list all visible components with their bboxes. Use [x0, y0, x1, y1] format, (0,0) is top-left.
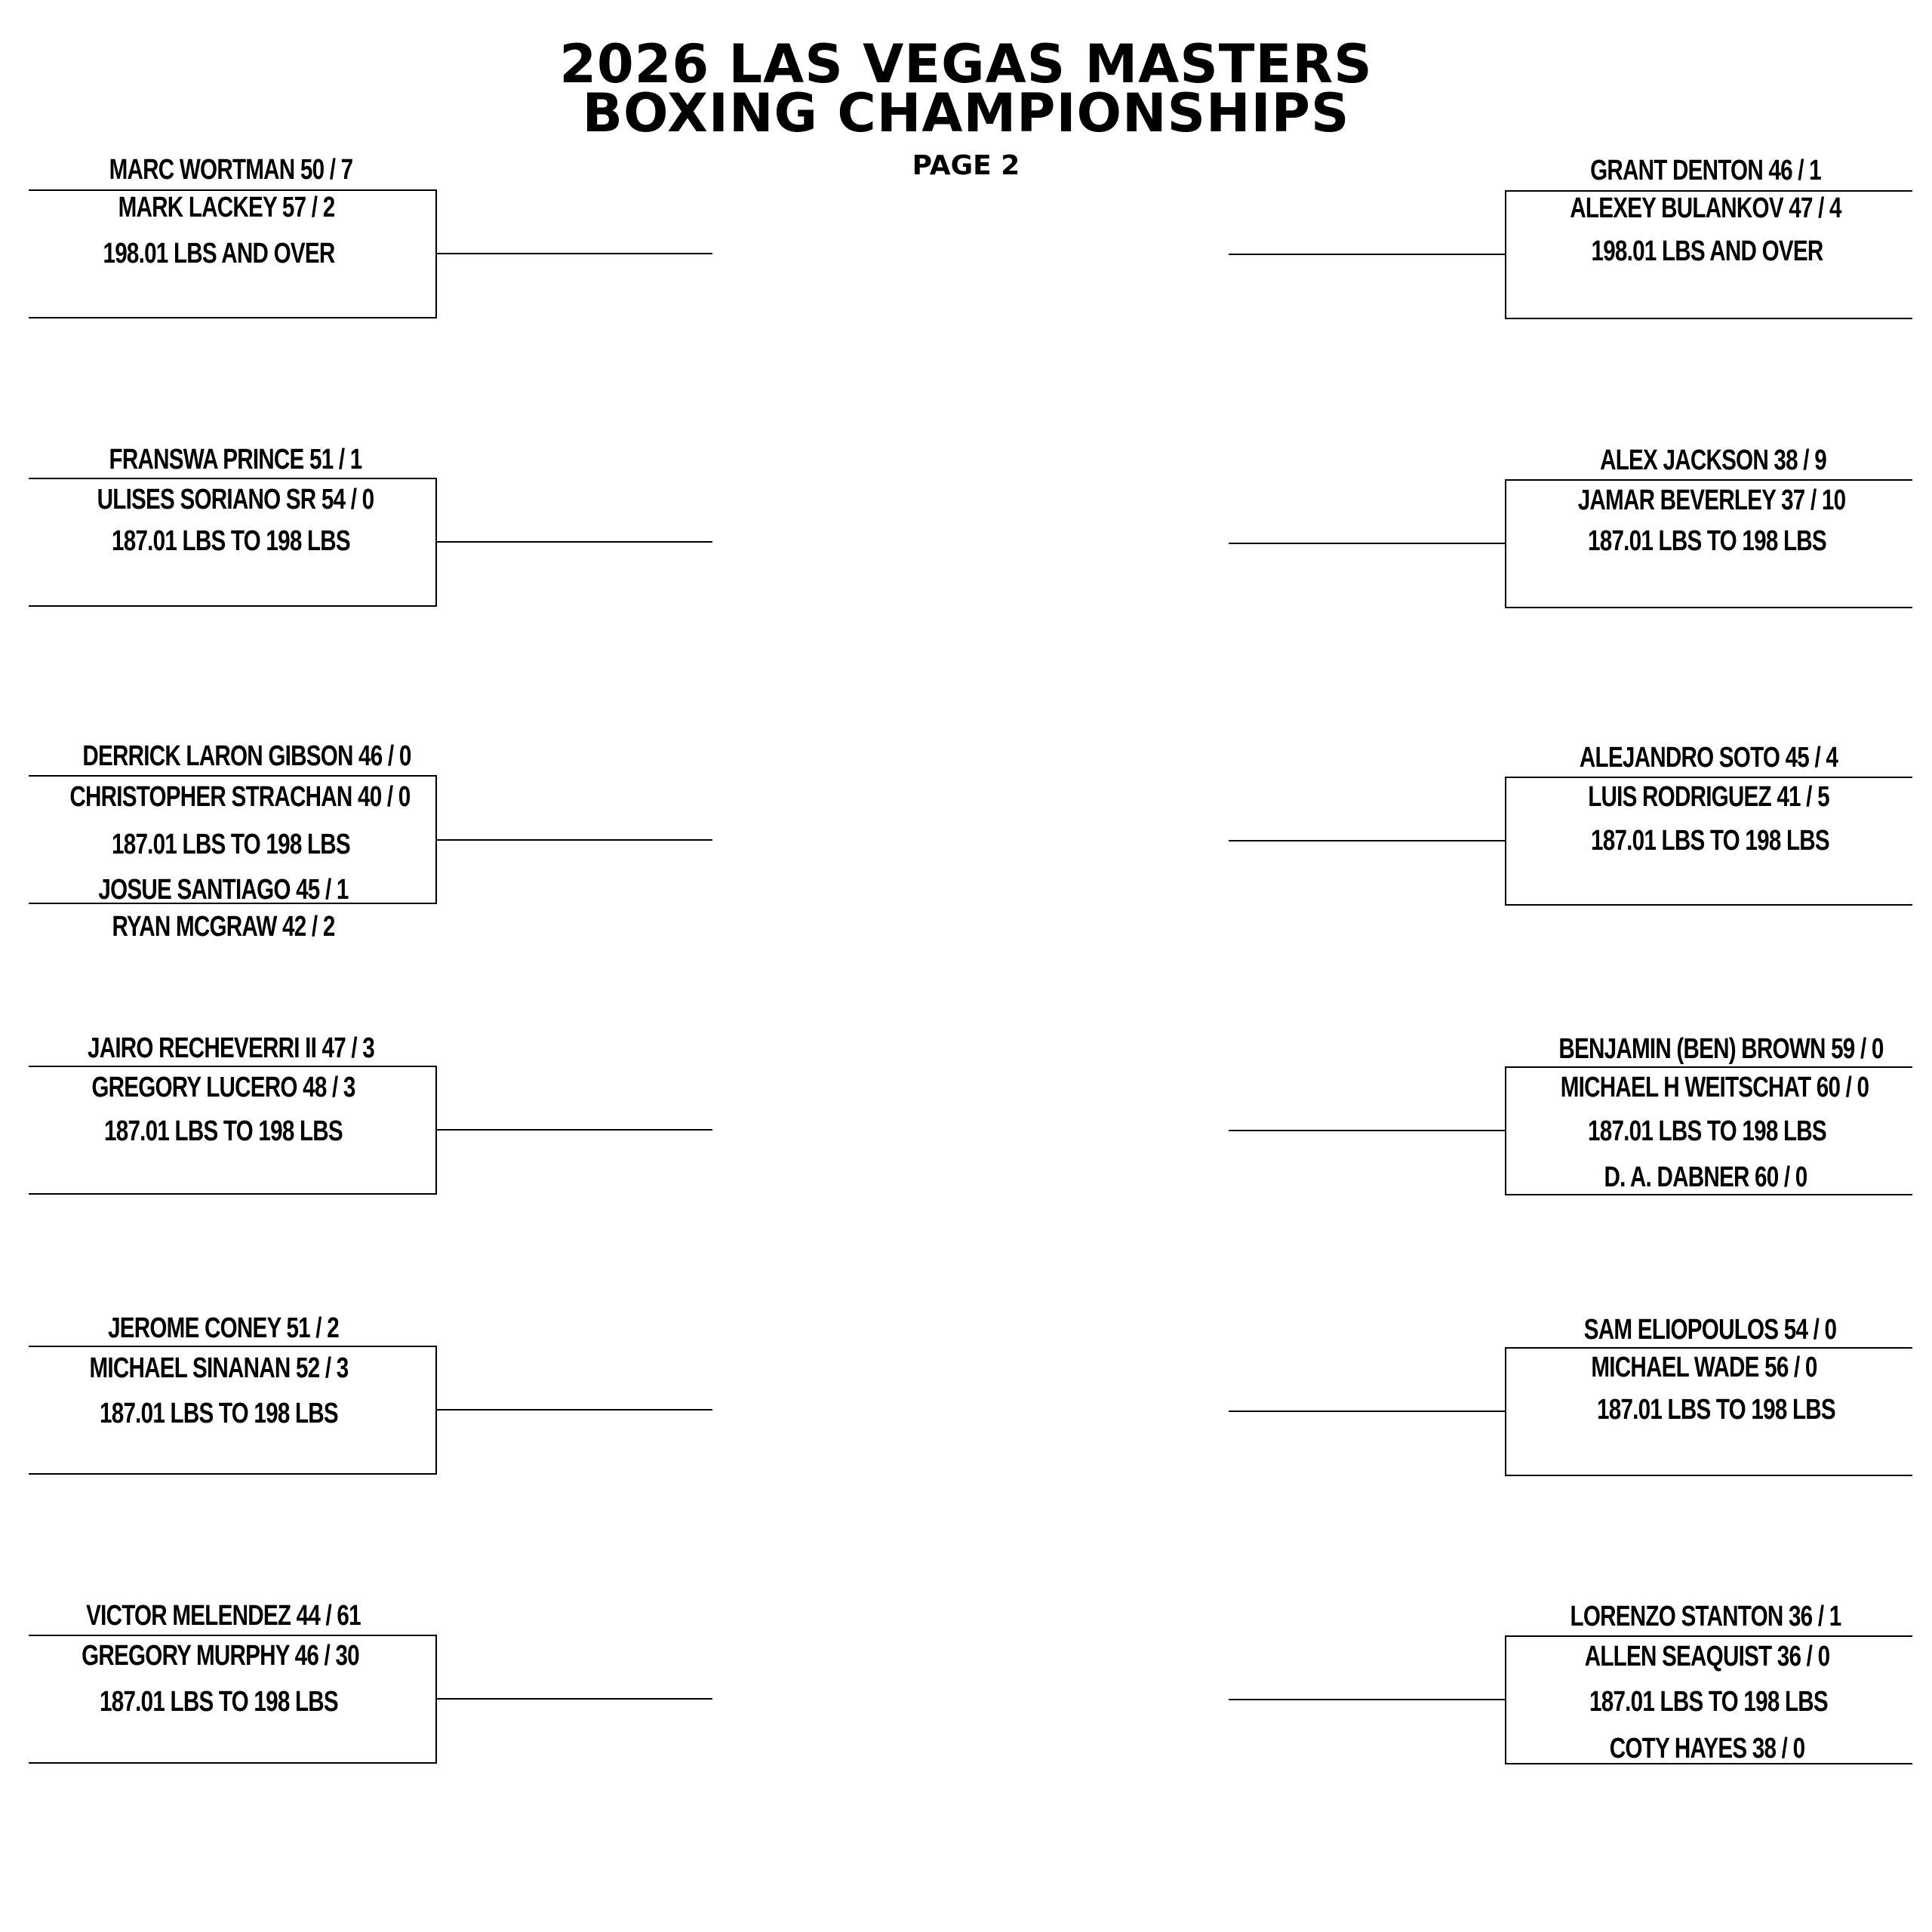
fighter-left-5-bottom: MICHAEL SINANAN 52 / 3 — [89, 1352, 349, 1384]
bout-connector-left-5 — [436, 1409, 712, 1411]
fighter-right-1-top: GRANT DENTON 46 / 1 — [1590, 155, 1821, 186]
weight-class-left-5: 187.01 LBS TO 198 LBS — [100, 1398, 338, 1429]
fighter-left-1-top: MARC WORTMAN 50 / 7 — [109, 154, 353, 186]
weight-class-right-4: 187.01 LBS TO 198 LBS — [1588, 1115, 1826, 1147]
weight-class-left-4: 187.01 LBS TO 198 LBS — [104, 1115, 343, 1147]
bout-connector-left-4 — [436, 1129, 712, 1131]
weight-class-right-2: 187.01 LBS TO 198 LBS — [1588, 525, 1826, 557]
fighter-left-5-top: JEROME CONEY 51 / 2 — [108, 1312, 339, 1344]
fighter-left-1-bottom: MARK LACKEY 57 / 2 — [118, 192, 335, 223]
fighter-right-1-bottom: ALEXEY BULANKOV 47 / 4 — [1570, 192, 1841, 224]
fighter-right-5-top: SAM ELIOPOULOS 54 / 0 — [1583, 1314, 1837, 1346]
bout-connector-right-1 — [1229, 254, 1505, 255]
fighter-right-2-top: ALEX JACKSON 38 / 9 — [1600, 445, 1826, 476]
fighter-left-3-alt-2: RYAN MCGRAW 42 / 2 — [112, 911, 335, 943]
weight-class-right-1: 198.01 LBS AND OVER — [1591, 235, 1823, 267]
fighter-right-3-bottom: LUIS RODRIGUEZ 41 / 5 — [1588, 781, 1829, 813]
fighter-right-3-top: ALEJANDRO SOTO 45 / 4 — [1579, 742, 1838, 774]
weight-class-left-2: 187.01 LBS TO 198 LBS — [112, 525, 350, 557]
weight-class-left-3: 187.01 LBS TO 198 LBS — [112, 829, 350, 860]
fighter-right-5-bottom: MICHAEL WADE 56 / 0 — [1591, 1352, 1817, 1383]
fighter-left-6-bottom: GREGORY MURPHY 46 / 30 — [82, 1640, 359, 1672]
title-line-1: 2026 LAS VEGAS MASTERS — [559, 33, 1373, 95]
bout-connector-left-3 — [436, 839, 712, 841]
bout-connector-left-2 — [436, 541, 712, 543]
bout-connector-right-2 — [1229, 543, 1505, 544]
bout-connector-right-6 — [1229, 1699, 1505, 1700]
fighter-right-6-alt-1: COTY HAYES 38 / 0 — [1609, 1733, 1805, 1764]
fighter-left-2-top: FRANSWA PRINCE 51 / 1 — [109, 444, 362, 475]
fighter-left-3-top: DERRICK LARON GIBSON 46 / 0 — [82, 740, 411, 772]
fighter-right-4-alt-1: D. A. DABNER 60 / 0 — [1604, 1161, 1807, 1193]
page-number: PAGE 2 — [912, 150, 1020, 181]
weight-class-left-1: 198.01 LBS AND OVER — [103, 238, 335, 269]
title-line-2: BOXING CHAMPIONSHIPS — [582, 82, 1350, 144]
bout-connector-right-3 — [1229, 840, 1505, 841]
fighter-right-6-bottom: ALLEN SEAQUIST 36 / 0 — [1584, 1641, 1830, 1672]
weight-class-right-6: 187.01 LBS TO 198 LBS — [1589, 1686, 1828, 1718]
fighter-right-4-top: BENJAMIN (BEN) BROWN 59 / 0 — [1558, 1033, 1884, 1065]
fighter-right-2-bottom: JAMAR BEVERLEY 37 / 10 — [1577, 485, 1846, 516]
fighter-left-4-top: JAIRO RECHEVERRI II 47 / 3 — [88, 1032, 374, 1064]
bout-connector-right-5 — [1229, 1411, 1505, 1412]
weight-class-right-3: 187.01 LBS TO 198 LBS — [1591, 825, 1829, 857]
bout-connector-right-4 — [1229, 1130, 1505, 1131]
bout-connector-left-1 — [436, 253, 712, 254]
weight-class-left-6: 187.01 LBS TO 198 LBS — [100, 1686, 338, 1718]
fighter-left-6-top: VICTOR MELENDEZ 44 / 61 — [86, 1600, 361, 1632]
fighter-left-3-alt-1: JOSUE SANTIAGO 45 / 1 — [98, 874, 349, 906]
fighter-right-6-top: LORENZO STANTON 36 / 1 — [1570, 1601, 1841, 1632]
fighter-left-4-bottom: GREGORY LUCERO 48 / 3 — [91, 1072, 355, 1103]
fighter-left-2-bottom: ULISES SORIANO SR 54 / 0 — [97, 484, 374, 515]
bout-connector-left-6 — [436, 1698, 712, 1700]
fighter-left-3-bottom: CHRISTOPHER STRACHAN 40 / 0 — [69, 781, 411, 813]
fighter-right-4-bottom: MICHAEL H WEITSCHAT 60 / 0 — [1560, 1072, 1869, 1103]
weight-class-right-5: 187.01 LBS TO 198 LBS — [1597, 1394, 1835, 1426]
